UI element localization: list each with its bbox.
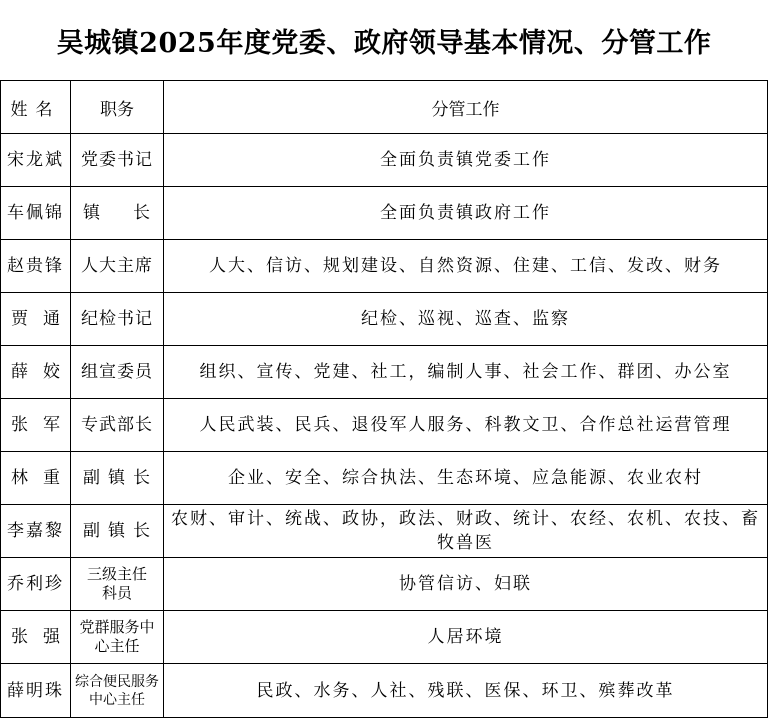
cell-duties: 协管信访、妇联 <box>164 558 768 611</box>
page-title: 吴城镇2025年度党委、政府领导基本情况、分管工作 <box>56 27 712 59</box>
cell-position: 人大主席 <box>71 240 164 293</box>
cell-duties: 人民武装、民兵、退役军人服务、科教文卫、合作总社运营管理 <box>164 399 768 452</box>
name-spread-text: 张 强 <box>11 627 60 647</box>
name-spread-text: 贾 通 <box>11 309 60 329</box>
table-row <box>1 399 768 452</box>
cell-position <box>71 505 164 558</box>
table-row <box>1 611 768 664</box>
cell-name <box>1 293 71 346</box>
name-spread-text: 张 军 <box>11 415 60 435</box>
table-row <box>1 240 768 293</box>
cell-position: 党委书记 <box>71 134 164 187</box>
name-spread-text: 薛 姣 <box>11 362 60 382</box>
cell-duties: 民政、水务、人社、残联、医保、环卫、殡葬改革 <box>164 664 768 718</box>
cell-duties: 纪检、巡视、巡查、监察 <box>164 293 768 346</box>
cell-name <box>1 399 71 452</box>
cell-name: 宋龙斌 <box>1 134 71 187</box>
cell-duties: 组织、宣传、党建、社工，编制人事、社会工作、群团、办公室 <box>164 346 768 399</box>
cell-duties: 全面负责镇政府工作 <box>164 187 768 240</box>
header-name: 姓名 <box>1 81 71 134</box>
cell-name: 乔利珍 <box>1 558 71 611</box>
header-position: 职务 <box>71 81 164 134</box>
cell-name <box>1 452 71 505</box>
cell-duties: 人居环境 <box>164 611 768 664</box>
cell-name: 赵贵锋 <box>1 240 71 293</box>
cell-duties: 全面负责镇党委工作 <box>164 134 768 187</box>
table-row <box>1 558 768 611</box>
cell-position: 组宣委员 <box>71 346 164 399</box>
cell-name <box>1 346 71 399</box>
table-row <box>1 452 768 505</box>
cell-name <box>1 611 71 664</box>
table-row <box>1 293 768 346</box>
cell-name: 李嘉黎 <box>1 505 71 558</box>
position-spread-text: 镇 长 <box>83 203 151 223</box>
cell-duties: 企业、安全、综合执法、生态环境、应急能源、农业农村 <box>164 452 768 505</box>
header-duties: 分管工作 <box>164 81 768 134</box>
cell-position <box>71 452 164 505</box>
cell-duties: 人大、信访、规划建设、自然资源、住建、工信、发改、财务 <box>164 240 768 293</box>
table-row <box>1 664 768 718</box>
position-spread-text: 副 镇 长 <box>83 521 151 541</box>
cell-position <box>71 187 164 240</box>
leadership-table <box>0 80 768 718</box>
cell-position: 专武部长 <box>71 399 164 452</box>
table-row <box>1 134 768 187</box>
cell-position: 纪检书记 <box>71 293 164 346</box>
table-header-row <box>1 81 768 134</box>
table-row <box>1 505 768 558</box>
cell-position: 三级主任科员 <box>71 558 164 611</box>
cell-name: 薛明珠 <box>1 664 71 718</box>
table-row <box>1 346 768 399</box>
position-spread-text: 副 镇 长 <box>83 468 151 488</box>
cell-position: 党群服务中心主任 <box>71 611 164 664</box>
table-row <box>1 187 768 240</box>
name-spread-text: 林 重 <box>11 468 60 488</box>
cell-position: 综合便民服务中心主任 <box>71 664 164 718</box>
cell-duties: 农财、审计、统战、政协，政法、财政、统计、农经、农机、农技、畜牧兽医 <box>164 505 768 558</box>
cell-name: 车佩锦 <box>1 187 71 240</box>
